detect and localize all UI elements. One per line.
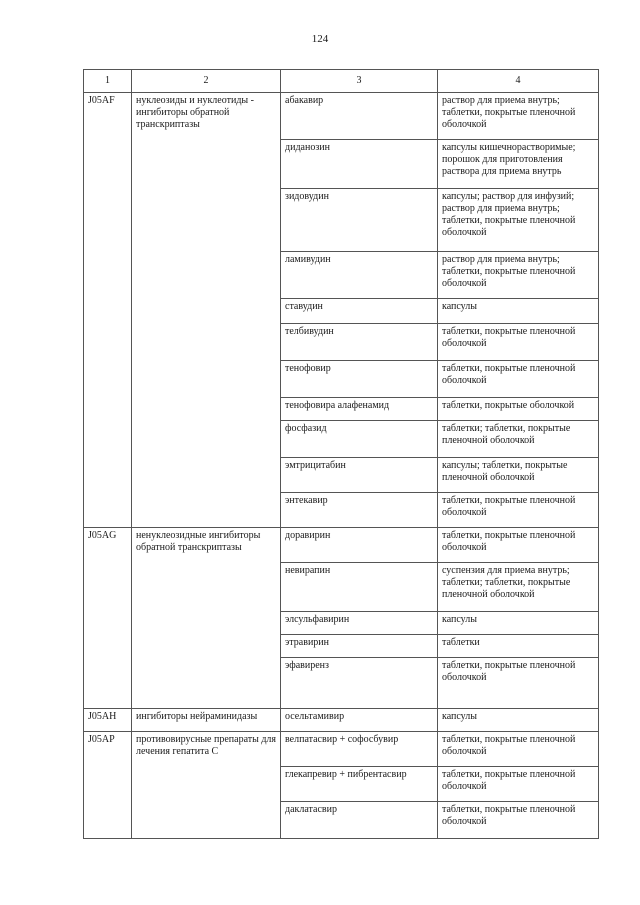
table-body — [84, 93, 599, 839]
table-row — [84, 93, 599, 140]
drug-name-cell: ламивудин — [281, 252, 438, 299]
table-header-row — [84, 70, 599, 93]
drug-table — [83, 69, 599, 839]
drug-name-cell: доравирин — [281, 528, 438, 563]
dosage-form-cell: таблетки, покрытые пленочной оболочкой — [438, 767, 599, 802]
dosage-form-cell: таблетки, покрытые пленочной оболочкой — [438, 802, 599, 839]
dosage-form-cell: капсулы; раствор для инфузий; раствор для приема внутрь; таблетки, покрытые пленочной оболочкой — [438, 189, 599, 252]
drug-name-cell: диданозин — [281, 140, 438, 189]
dosage-form-cell: раствор для приема внутрь; таблетки, покрытые пленочной оболочкой — [438, 93, 599, 140]
atc-code-cell: J05AH — [84, 709, 132, 732]
column-header-3: 3 — [281, 70, 438, 93]
dosage-form-cell: таблетки, покрытые пленочной оболочкой — [438, 324, 599, 361]
drug-name-cell: эфавиренз — [281, 658, 438, 709]
page-number: 124 — [311, 33, 329, 45]
drug-name-cell: энтекавир — [281, 493, 438, 528]
drug-name-cell: осельтамивир — [281, 709, 438, 732]
table-row — [84, 528, 599, 563]
drug-name-cell: этравирин — [281, 635, 438, 658]
column-header-1: 1 — [84, 70, 132, 93]
dosage-form-cell: капсулы — [438, 299, 599, 324]
group-name-cell: противовирусные препараты для лечения гепатита С — [132, 732, 281, 839]
dosage-form-cell: таблетки, покрытые пленочной оболочкой — [438, 732, 599, 767]
dosage-form-cell: таблетки, покрытые оболочкой — [438, 398, 599, 421]
group-name-cell: нуклеозиды и нуклеотиды - ингибиторы обратной транскриптазы — [132, 93, 281, 528]
column-header-2: 2 — [132, 70, 281, 93]
drug-name-cell: элсульфавирин — [281, 612, 438, 635]
dosage-form-cell: таблетки, покрытые пленочной оболочкой — [438, 493, 599, 528]
drug-name-cell: эмтрицитабин — [281, 458, 438, 493]
group-name-cell: ненуклеозидные ингибиторы обратной транскриптазы — [132, 528, 281, 709]
dosage-form-cell: таблетки; таблетки, покрытые пленочной оболочкой — [438, 421, 599, 458]
drug-name-cell: невирапин — [281, 563, 438, 612]
atc-code-cell: J05AG — [84, 528, 132, 709]
atc-code-cell: J05AF — [84, 93, 132, 528]
dosage-form-cell: капсулы — [438, 612, 599, 635]
dosage-form-cell: таблетки, покрытые пленочной оболочкой — [438, 528, 599, 563]
drug-name-cell: тенофовир — [281, 361, 438, 398]
table-row — [84, 709, 599, 732]
dosage-form-cell: таблетки, покрытые пленочной оболочкой — [438, 658, 599, 709]
drug-name-cell: абакавир — [281, 93, 438, 140]
drug-name-cell: тенофовира алафенамид — [281, 398, 438, 421]
drug-name-cell: ставудин — [281, 299, 438, 324]
dosage-form-cell: таблетки, покрытые пленочной оболочкой — [438, 361, 599, 398]
group-name-cell: ингибиторы нейраминидазы — [132, 709, 281, 732]
drug-name-cell: даклатасвир — [281, 802, 438, 839]
dosage-form-cell: суспензия для приема внутрь; таблетки; таблетки, покрытые пленочной оболочкой — [438, 563, 599, 612]
drug-name-cell: велпатасвир + софосбувир — [281, 732, 438, 767]
column-header-4: 4 — [438, 70, 599, 93]
drug-name-cell: глекапревир + пибрентасвир — [281, 767, 438, 802]
dosage-form-cell: капсулы; таблетки, покрытые пленочной оболочкой — [438, 458, 599, 493]
dosage-form-cell: таблетки — [438, 635, 599, 658]
dosage-form-cell: капсулы — [438, 709, 599, 732]
drug-name-cell: зидовудин — [281, 189, 438, 252]
drug-name-cell: телбивудин — [281, 324, 438, 361]
table-row — [84, 732, 599, 767]
dosage-form-cell: капсулы кишечнорастворимые; порошок для приготовления раствора для приема внутрь — [438, 140, 599, 189]
dosage-form-cell: раствор для приема внутрь; таблетки, покрытые пленочной оболочкой — [438, 252, 599, 299]
atc-code-cell: J05AP — [84, 732, 132, 839]
drug-name-cell: фосфазид — [281, 421, 438, 458]
